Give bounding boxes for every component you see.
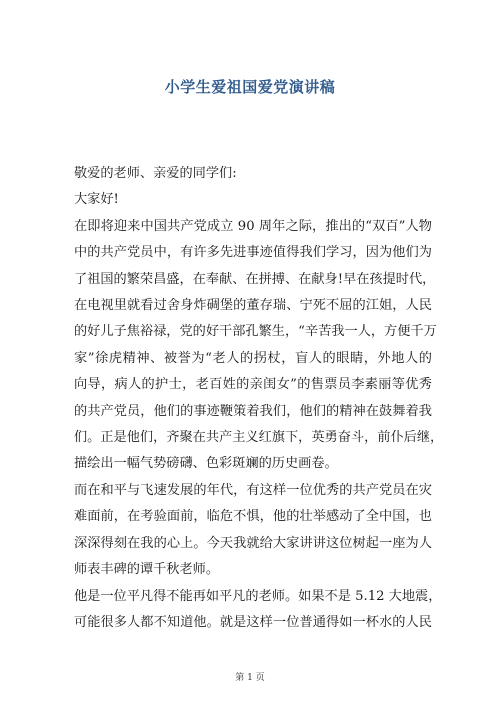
text-line: 在电视里就看过舍身炸碉堡的董存瑞、宁死不屈的江姐，人民	[74, 298, 432, 314]
salutation	[74, 161, 432, 187]
document-title: 小学生爱祖国爱党演讲稿	[164, 78, 336, 96]
page-number: 第 1 页	[235, 673, 265, 683]
paragraph-1	[74, 214, 444, 478]
text-line: 深深得刻在我的心上。今天我就给大家讲讲这位树起一座为人	[74, 535, 432, 551]
text-line: 难面前，在考验面前，临危不惧，他的壮举感动了全中国，也	[74, 509, 432, 525]
text-line: 了祖国的繁荣昌盛，在奉献、在拼搏、在献身!早在孩提时代，	[74, 271, 436, 287]
text-line: 而在和平与飞速发展的年代，有这样一位优秀的共产党员在灾	[74, 482, 432, 498]
text-line: 中的共产党员中，有许多先进事迹值得我们学习，因为他们为	[74, 245, 432, 261]
text-line: 师表丰碑的谭千秋老师。	[74, 562, 220, 578]
text-line: 的好儿子焦裕禄，党的好干部孔繁生，“辛苦我一人，方便千万	[74, 324, 437, 340]
paragraph-2	[74, 478, 432, 584]
text-line: 他是一位平凡得不能再如平凡的老师。如果不是 5.12 大地震，	[74, 588, 442, 604]
text-line: 大家好!	[74, 192, 119, 208]
text-line: 的共产党员，他们的事迹鞭策着我们，他们的精神在鼓舞着我	[74, 403, 432, 419]
text-line: 在即将迎来中国共产党成立 90 周年之际，推出的“双百”人物	[74, 218, 432, 234]
paragraph-3	[74, 584, 442, 637]
text-line: 敬爱的老师、亲爱的同学们:	[74, 166, 237, 181]
text-line: 可能很多人都不知道他。就是这样一位普通得如一杯水的人民	[74, 614, 432, 630]
text-line: 家”徐虎精神、被誉为“老人的拐杖，盲人的眼睛，外地人的	[74, 350, 432, 366]
text-line: 们。正是他们，齐聚在共产主义红旗下，英勇奋斗，前仆后继，	[74, 430, 444, 446]
greeting	[74, 187, 432, 213]
text-line: 向导，病人的护士，老百姓的亲闺女”的售票员李素丽等优秀	[74, 377, 432, 393]
document-body	[74, 161, 444, 636]
text-line: 描绘出一幅气势磅礴、色彩斑斓的历史画卷。	[74, 456, 338, 472]
